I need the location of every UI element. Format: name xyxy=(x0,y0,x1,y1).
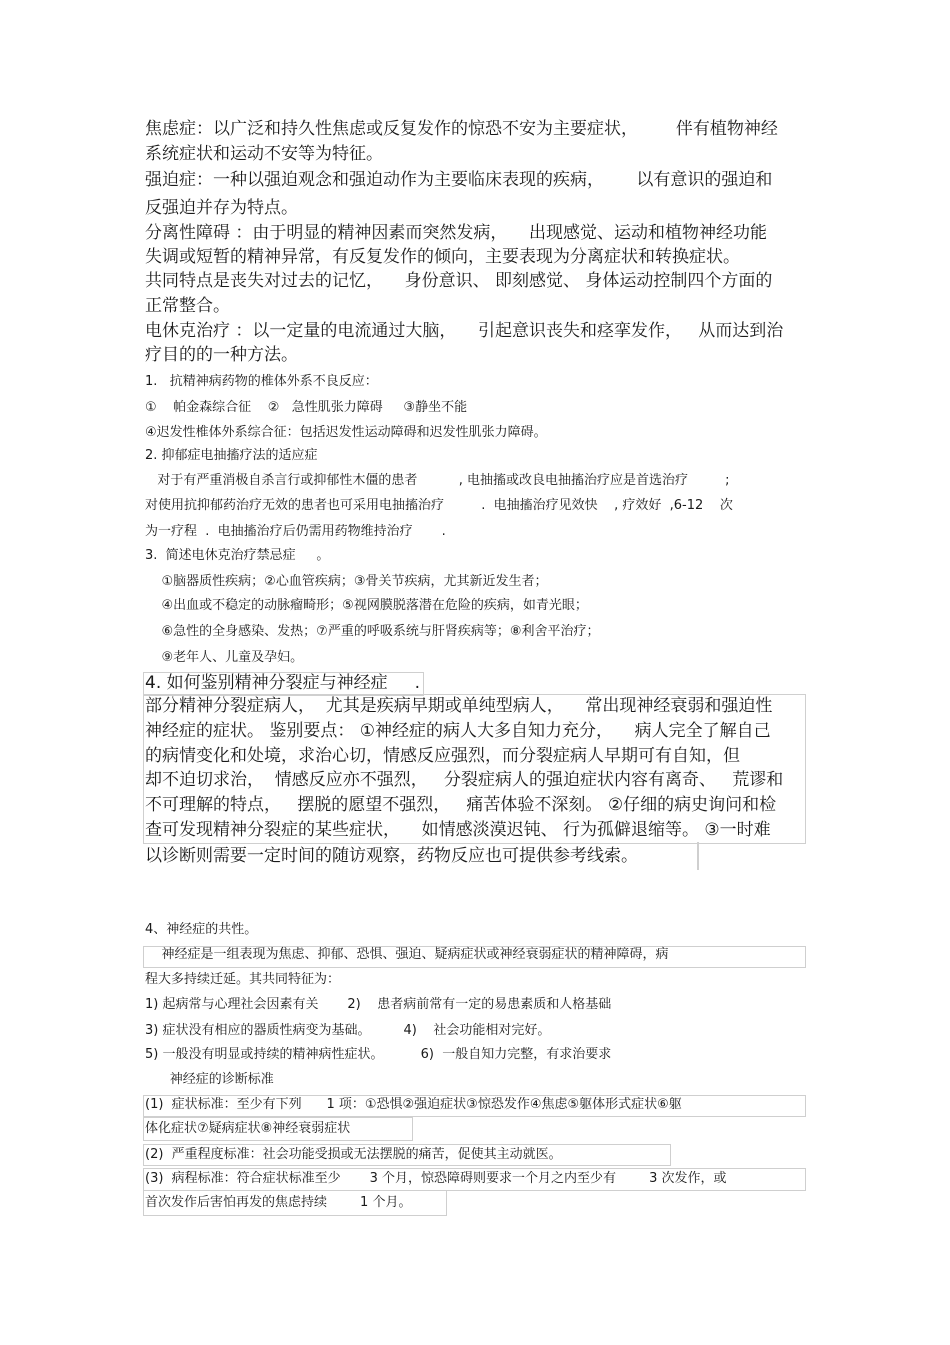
text-line: 对使用抗抑郁药治疗无效的患者也可采用电抽搐治疗 . 电抽搐治疗见效快 , 疗效好 ,6-12 次 xyxy=(145,498,733,513)
text-line: 的病情变化和处境，求治心切，情感反应强烈，而分裂症病人早期可有自知，但 xyxy=(145,746,740,766)
text-line: 失调或短暂的精神异常，有反复发作的倾向，主要表现为分离症状和转换症状。 xyxy=(145,247,740,267)
text-line: ① 帕金森综合征 ② 急性肌张力障碍 ③静坐不能 xyxy=(145,400,468,415)
text-line: (2) 严重程度标准：社会功能受损或无法摆脱的痛苦，促使其主动就医。 xyxy=(145,1147,562,1162)
text-line: 系统症状和运动不安等为特征。 xyxy=(145,144,383,164)
text-line: 2. 抑郁症电抽搐疗法的适应症 xyxy=(145,448,318,463)
text-line: 程大多持续迁延。其共同特征为： xyxy=(145,972,341,987)
text-line: 分离性障碍 ：由于明显的精神因素而突然发病， 出现感觉、运动和植物神经功能 xyxy=(145,223,768,243)
text-line: ⑨老年人、儿童及孕妇。 xyxy=(145,650,304,665)
text-line: 部分精神分裂症病人， 尤其是疾病早期或单纯型病人， 常出现神经衰弱和强迫性 xyxy=(145,696,773,716)
text-line: (3) 病程标准：符合症状标准至少 3 个月，惊恐障碍则要求一个月之内至少有 3 次发作，或 xyxy=(145,1171,727,1186)
text-line: 体化症状⑦疑病症状⑧神经衰弱症状 xyxy=(145,1121,351,1136)
text-line: 3. 简述电休克治疗禁忌症 。 xyxy=(145,548,330,563)
text-line: 不可理解的特点， 摆脱的愿望不强烈， 痛苦体验不深刻。 ②仔细的病史询问和检 xyxy=(145,795,777,815)
text-frame xyxy=(697,842,699,870)
text-line: 正常整合。 xyxy=(145,296,230,316)
text-line: 3) 症状没有相应的器质性病变为基础。 4) 社会功能相对完好。 xyxy=(145,1023,551,1038)
subheading: 神经症的诊断标准 xyxy=(145,1072,274,1087)
section-heading: 4、神经症的共性。 xyxy=(145,922,258,937)
text-line: 却不迫切求治， 情感反应亦不强烈， 分裂症病人的强迫症状内容有离奇、 荒谬和 xyxy=(145,770,784,790)
text-line: ①脑器质性疾病；②心血管疾病；③骨关节疾病，尤其新近发生者； xyxy=(145,574,548,589)
text-line: 神经症的症状。 鉴别要点： ①神经症的病人大多自知力充分， 病人完全了解自己 xyxy=(145,721,771,741)
text-line: 对于有严重消极自杀言行或抑郁性木僵的患者 , 电抽搐或改良电抽搐治疗应是首选治疗 ; xyxy=(145,473,730,488)
text-line: 为一疗程 . 电抽搐治疗后仍需用药物维持治疗 . xyxy=(145,524,446,539)
text-line: 查可发现精神分裂症的某些症状， 如情感淡漠迟钝、 行为孤僻退缩等。 ③一时难 xyxy=(145,820,771,840)
text-line: 疗目的的一种方法。 xyxy=(145,345,298,365)
section-heading: 4. 如何鉴别精神分裂症与神经症 . xyxy=(145,673,421,693)
text-line: ④出血或不稳定的动脉瘤畸形；⑤视网膜脱落潜在危险的疾病，如青光眼； xyxy=(145,598,588,613)
text-line: ④迟发性椎体外系综合征：包括迟发性运动障碍和迟发性肌张力障碍。 xyxy=(145,425,547,440)
text-line: 共同特点是丧失对过去的记忆， 身份意识、 即刻感觉、 身体运动控制四个方面的 xyxy=(145,271,773,291)
text-line: 电休克治疗 ：以一定量的电流通过大脑， 引起意识丧失和痉挛发作， 从而达到治 xyxy=(145,321,784,341)
text-line: 神经症是一组表现为焦虑、抑郁、恐惧、强迫、疑病症状或神经衰弱症状的精神障碍，病 xyxy=(145,947,669,962)
text-line: 焦虑症：以广泛和持久性焦虑或反复发作的惊恐不安为主要症状， 伴有植物神经 xyxy=(145,119,778,139)
text-line: 首次发作后害怕再发的焦虑持续 1 个月。 xyxy=(145,1195,412,1210)
text-line: (1) 症状标准：至少有下列 1 项：①恐惧②强迫症状③惊恐发作④焦虑⑤躯体形式症状⑥躯 xyxy=(145,1097,682,1112)
text-line: ⑥急性的全身感染、发热；⑦严重的呼吸系统与肝肾疾病等；⑧利舍平治疗； xyxy=(145,624,600,639)
text-line: 5) 一般没有明显或持续的精神病性症状。 6) 一般自知力完整，有求治要求 xyxy=(145,1047,612,1062)
text-line: 以诊断则需要一定时间的随访观察，药物反应也可提供参考线索。 xyxy=(145,846,638,866)
text-line: 反强迫并存为特点。 xyxy=(145,198,298,218)
text-line: 1) 起病常与心理社会因素有关 2) 患者病前常有一定的易患素质和人格基础 xyxy=(145,997,612,1012)
text-line: 强迫症：一种以强迫观念和强迫动作为主要临床表现的疾病， 以有意识的强迫和 xyxy=(145,170,773,190)
text-line: 1. 抗精神病药物的椎体外系不良反应： xyxy=(145,374,378,389)
